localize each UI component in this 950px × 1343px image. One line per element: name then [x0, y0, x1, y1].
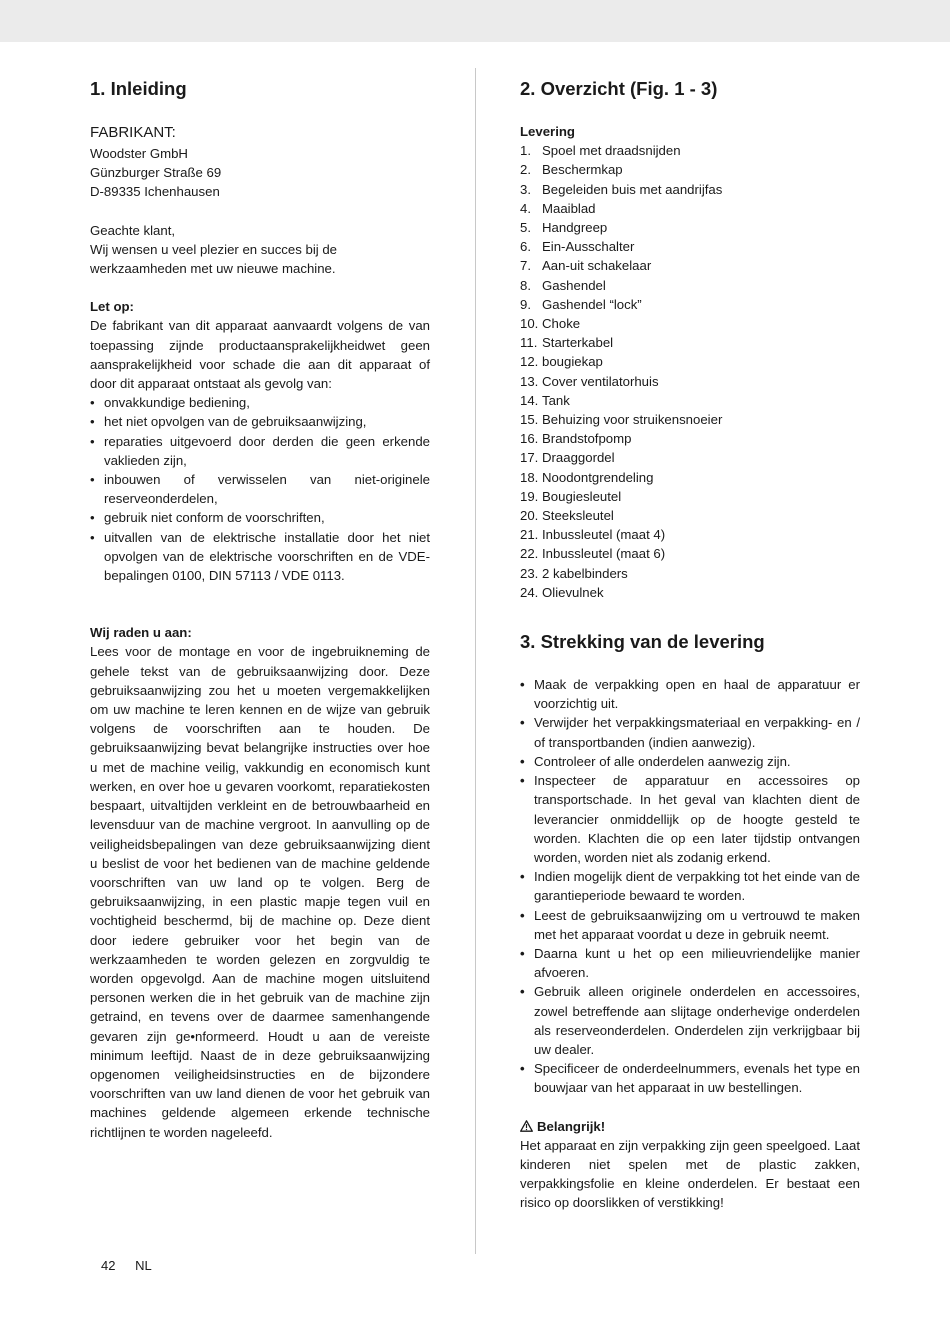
- item-number: 11.: [520, 335, 538, 351]
- item-number: 16.: [520, 431, 539, 447]
- list-item: [520, 180, 860, 199]
- item-number: 20.: [520, 508, 539, 524]
- list-item: [520, 525, 860, 544]
- list-item: [520, 160, 860, 179]
- item-text: Beschermkap: [542, 162, 623, 178]
- item-number: 6.: [520, 239, 531, 255]
- list-item: [520, 218, 860, 237]
- list-item: [520, 506, 860, 525]
- list-item: • Specificeer de onderdeelnummers, evenals het type en bouwjaar van het apparaat in uw bestellingen.: [520, 1059, 860, 1097]
- item-text: Cover ventilatorhuis: [542, 373, 659, 389]
- letop-list: [90, 393, 430, 585]
- list-item: • reparaties uitgevoerd door derden die geen erkende vaklieden zijn,: [90, 432, 430, 470]
- item-number: 14.: [520, 392, 539, 408]
- left-column: [90, 76, 430, 1142]
- language-code: NL: [135, 1258, 152, 1273]
- item-text: Inbussleutel (maat 4): [542, 527, 666, 543]
- letop-text: De fabrikant van dit apparaat aanvaardt volgens de van toepassing zijnde productaansprakelijkheidwet geen aansprakelijkheid voor schade die aan dit apparaat of door dit apparaat ontstaat als gevolg van:: [90, 318, 430, 392]
- item-text: Tank: [542, 392, 570, 408]
- item-number: 5.: [520, 220, 531, 236]
- list-item: [520, 372, 860, 391]
- right-column: [520, 76, 860, 1213]
- item-text: Gashendel: [542, 277, 606, 293]
- item-text: Handgreep: [542, 220, 608, 236]
- item-text: Brandstofpomp: [542, 431, 632, 447]
- page-footer: [101, 1256, 168, 1275]
- item-number: 1.: [520, 143, 531, 159]
- item-text: Behuizing voor struikensnoeier: [542, 412, 723, 428]
- important-heading: [520, 1117, 860, 1136]
- delivery-list: [520, 141, 860, 602]
- list-item: • Gebruik alleen originele onderdelen en accessoires, zowel betreffende aan slijtage onderhevige onderdelen als reserveonderdelen. Onderdelen zijn verkrijgbaar bij uw dealer.: [520, 982, 860, 1059]
- page-number: 42: [101, 1258, 116, 1273]
- item-text: Ein-Ausschalter: [542, 239, 635, 255]
- wish-text: Wij wensen u veel plezier en succes bij de werkzaamheden met uw nieuwe machine.: [90, 241, 338, 277]
- list-item: • uitvallen van de elektrische installatie door het niet opvolgen van de elektrische voorschriften en de VDE-bepalingen 0100, DIN 57113 / VDE 0113.: [90, 528, 430, 586]
- list-item: [520, 314, 860, 333]
- list-item: [520, 487, 860, 506]
- item-text: Draaggordel: [542, 450, 615, 466]
- item-text: Maaiblad: [542, 200, 596, 216]
- item-number: 7.: [520, 258, 531, 274]
- item-text: Inbussleutel (maat 6): [542, 546, 666, 562]
- list-item: [520, 429, 860, 448]
- list-item: • Controleer of alle onderdelen aanwezig zijn.: [520, 752, 860, 771]
- list-item: [520, 410, 860, 429]
- important-text: Het apparaat en zijn verpakking zijn geen speelgoed. Laat kinderen niet spelen met de plastic zakken, verpakkingsfolie en kleine onderdelen. Er bestaat een risico op doorslikken of verstikking!: [520, 1137, 860, 1211]
- item-text: Bougiesleutel: [542, 488, 622, 504]
- list-item: [520, 391, 860, 410]
- advice-label: Wij raden u aan:: [90, 625, 192, 641]
- list-item: [520, 237, 860, 256]
- item-number: 21.: [520, 527, 539, 543]
- section-heading-inleiding: 1. Inleiding: [90, 78, 187, 99]
- item-number: 3.: [520, 181, 531, 197]
- item-text: bougiekap: [542, 354, 603, 370]
- item-number: 13.: [520, 373, 539, 389]
- section-heading-overzicht: 2. Overzicht (Fig. 1 - 3): [520, 78, 718, 99]
- greeting: Geachte klant,: [90, 222, 176, 238]
- list-item: [520, 468, 860, 487]
- item-number: 12.: [520, 354, 539, 370]
- list-item: • gebruik niet conform de voorschriften,: [90, 508, 430, 527]
- delivery-label: Levering: [520, 124, 575, 139]
- column-divider: [475, 68, 476, 1254]
- list-item: [520, 352, 860, 371]
- manufacturer-label: FABRIKANT:: [90, 124, 176, 141]
- item-text: 2 kabelbinders: [542, 565, 628, 581]
- list-item: • het niet opvolgen van de gebruiksaanwijzing,: [90, 412, 430, 431]
- item-number: 18.: [520, 469, 539, 485]
- section-heading-strekking: 3. Strekking van de levering: [520, 631, 765, 653]
- address-line: Günzburger Straße 69: [90, 165, 222, 181]
- item-number: 22.: [520, 546, 539, 562]
- item-text: Steeksleutel: [542, 508, 614, 524]
- item-text: Choke: [542, 316, 581, 332]
- list-item: [520, 199, 860, 218]
- item-text: Spoel met draadsnijden: [542, 143, 681, 159]
- list-item: • Verwijder het verpakkingsmateriaal en verpakking- en / of transportbanden (indien aanwezig).: [520, 713, 860, 751]
- advice-text: Lees voor de montage en voor de ingebruikneming de gehele tekst van de gebruiksaanwijzing door. Deze gebruiksaanwijzing zou het u moeten vergemakkelijken om uw machine te leren kennen en de wijze van gebruik volgens de voorschriften aan te houden. De gebruiksaanwijzing bevat belangrijke instructies over hoe u met de machine veilig, vakkundig en economisch kunt werken, en over hoe u gevaren voorkomt, reparatiekosten bespaart, uitvaltijden verkleint en de betrouwbaarheid en levensduur van de machine vergroot. In aanvulling op de veiligheidsbepalingen van deze gebruiksaanwijzing dient u beslist de voor het bedienen van de machine geldende voorschriften van uw land op te volgen. Berg de gebruiksaanwijzing, in een plastic mapje tegen vuil en vochtigheid beschermd, bij de machine op. Deze dient door iedere gebruiker voor het begin van de werkzaamheden te worden gelezen en zorgvuldig te worden opgevolgd. Aan de machine mogen uitsluitend personen werken die in het gebruik van de machine zijn getraind, en tevens over de daarmee samenhangende gevaren zijn ge•nformeerd. Houdt u aan de vereiste minimum leeftijd. Naast de in deze gebruiksaanwijzing opgenomen veiligheidsinstructies en de bijzondere voorschriften van uw land dienen de voor het gebruik van machines geldende algemeen erkende technische richtlijnen te worden nageleefd.: [90, 644, 430, 1140]
- address-line: Woodster GmbH: [90, 146, 188, 161]
- list-item: [520, 256, 860, 275]
- list-item: [520, 583, 860, 602]
- item-number: 15.: [520, 412, 539, 428]
- list-item: • Daarna kunt u het op een milieuvriendelijke manier afvoeren.: [520, 944, 860, 982]
- item-number: 4.: [520, 200, 531, 216]
- list-item: • Indien mogelijk dient de verpakking tot het einde van de garantieperiode bewaard te worden.: [520, 867, 860, 905]
- top-band: [0, 0, 950, 42]
- item-number: 23.: [520, 565, 539, 581]
- item-text: Starterkabel: [542, 335, 614, 351]
- item-number: 9.: [520, 296, 531, 312]
- item-number: 19.: [520, 488, 539, 504]
- item-text: Begeleiden buis met aandrijfas: [542, 181, 723, 197]
- list-item: [520, 544, 860, 563]
- item-text: Noodontgrendeling: [542, 469, 654, 485]
- warning-triangle-icon: [520, 1120, 533, 1132]
- list-item: [520, 564, 860, 583]
- address-line: D-89335 Ichenhausen: [90, 184, 220, 200]
- item-number: 17.: [520, 450, 539, 466]
- item-number: 2.: [520, 162, 531, 178]
- item-text: Gashendel “lock”: [542, 296, 642, 312]
- list-item: [520, 141, 860, 160]
- scope-list: [520, 675, 860, 1097]
- item-text: Olievulnek: [542, 584, 604, 600]
- list-item: [520, 276, 860, 295]
- list-item: • Maak de verpakking open en haal de apparatuur er voorzichtig uit.: [520, 675, 860, 713]
- important-label: Belangrijk!: [537, 1118, 606, 1134]
- item-number: 8.: [520, 277, 531, 293]
- list-item: • Inspecteer de apparatuur en accessoires op transportschade. In het geval van klachten dient de leverancier onmiddellijk op de hoogte gesteld te worden. Klachten die op een later tijdstip ontvangen worden, worden niet als zodanig erkend.: [520, 771, 860, 867]
- item-number: 24.: [520, 584, 539, 600]
- list-item: [520, 295, 860, 314]
- item-text: Aan-uit schakelaar: [542, 258, 652, 274]
- list-item: [520, 448, 860, 467]
- letop-label: Let op:: [90, 299, 134, 315]
- item-number: 10.: [520, 316, 539, 332]
- list-item: • inbouwen of verwisselen van niet-originele reserveonderdelen,: [90, 470, 430, 508]
- list-item: • onvakkundige bediening,: [90, 393, 430, 412]
- list-item: • Leest de gebruiksaanwijzing om u vertrouwd te maken met het apparaat voordat u deze in gebruik neemt.: [520, 906, 860, 944]
- list-item: [520, 333, 860, 352]
